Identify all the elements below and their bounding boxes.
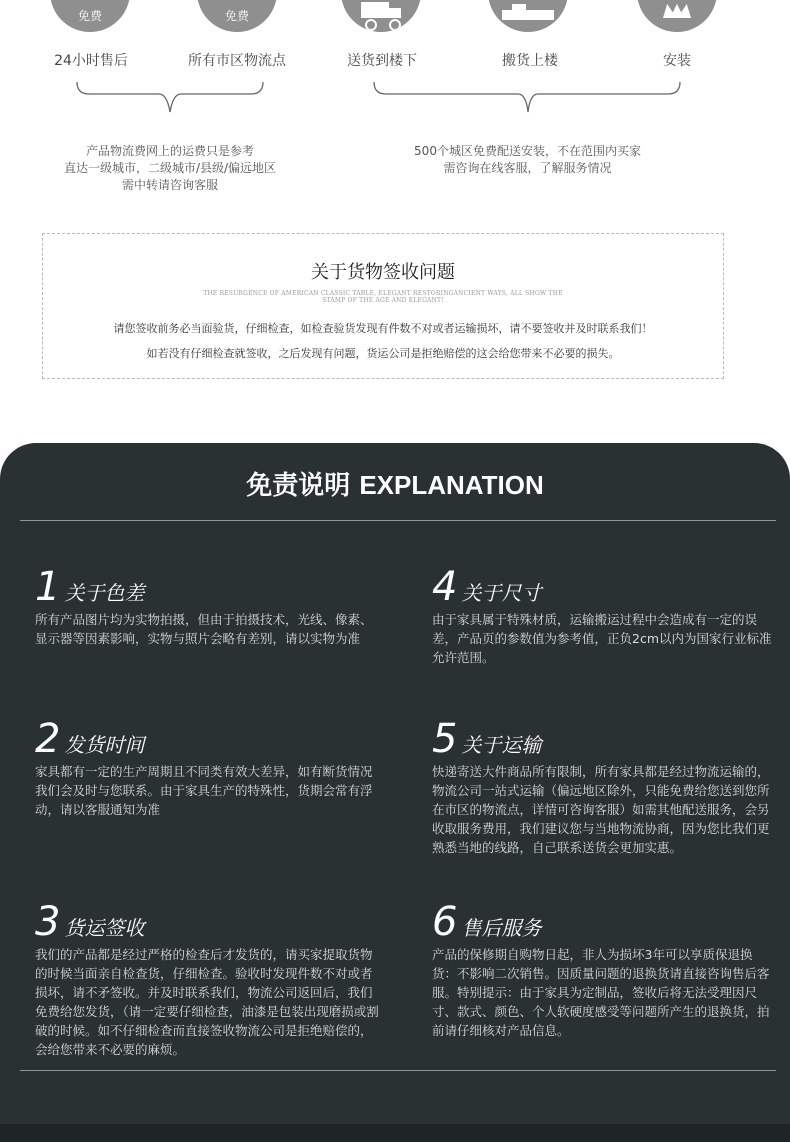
divider — [20, 520, 776, 521]
left-brace — [75, 80, 265, 116]
item-body: 快递寄送大件商品所有限制，所有家具都是经过物流运输的，物流公司一站式运输（偏远地区除外，只能免费给您送到您所在市区的物流点，详情可咨询客服）如需其他配送服务，会另收取服务费用，我们建议您与当地物流协商，因为您比我们更熟悉当地的线路，自己联系送货会更加实惠。 — [432, 764, 770, 855]
item-number: 2 — [35, 716, 61, 762]
top-section — [0, 0, 790, 440]
notice-title: 关于货物签收问题 — [311, 262, 455, 283]
explanation-title — [0, 465, 790, 502]
service-label-after-sales: 24小时售后 — [54, 53, 128, 69]
delivery-truck-icon — [341, 0, 421, 32]
item-body: 我们的产品都是经过严格的检查后才发货的，请买家提取货物的时候当面亲自检查货，仔细检查。验收时发现件数不对或者损坏，请不矛签收。并及时联系我们，物流公司返回后，我们免费给您发货，（请一定要仔细检查，油漆是包装出现磨损或割破的时候。如不仔细检查而直接签收物流公司是拒绝赔偿的，会给您带来不必要的麻烦。 — [35, 947, 379, 1057]
item-number: 3 — [35, 899, 61, 945]
service-label-upstairs: 搬货上楼 — [502, 53, 558, 69]
explanation-section — [0, 443, 790, 1142]
notice-line-1: 请您签收前务必当面验货，仔细检查，如检查验货发现有件数不对或者运输损坏，请不要签收并及时联系我们！ — [113, 322, 653, 335]
notice-subtitle: THE RESURGENCE OF AMERICAN CLASSIC TABLE, ELEGANT RESTORINGANCIENT WAYS, ALL SHOW THE STAMP OF THE AGE AND ELEGANT! — [203, 290, 563, 304]
item-body: 产品的保修期自购物日起，非人为损坏3年可以享质保退换货：不影响二次销售。因质量问题的退换货请直接咨询售后客服。特别提示：由于家具为定制品，签收后将无法受理因尺寸、款式、颜色、个人软硬度感受等问题所产生的退换货，拍前请仔细核对产品信息。 — [432, 947, 770, 1038]
service-label-install: 安装 — [663, 53, 691, 69]
notice-line-2: 如若没有仔细检查就签收，之后发现有问题，货运公司是拒绝赔偿的这会给您带来不必要的损失。 — [146, 347, 620, 360]
service-badge: 免费 — [77, 9, 102, 23]
item-body: 所有产品图片均为实物拍摄，但由于拍摄技术，光线、像素、显示器等因素影响，实物与照片会略有差别，请以实物为准 — [35, 612, 373, 646]
right-brace — [372, 80, 682, 116]
truck-ship-icon — [197, 0, 277, 32]
item-title: 发货时间 — [64, 733, 145, 757]
item-title: 关于尺寸 — [461, 581, 542, 605]
stairs-carry-icon — [488, 0, 568, 32]
explanation-title-cn: 免责说明 — [246, 471, 351, 501]
service-label-delivery: 送货到楼下 — [347, 53, 417, 69]
service-badge: 免费 — [224, 9, 249, 23]
signing-notice-box — [42, 233, 724, 379]
shipping-fee-note: 产品物流费网上的运费只是参考 直达一级城市，二级城市/县级/偏远地区 需中转请咨询客服 — [63, 144, 277, 192]
item-title: 关于色差 — [64, 581, 145, 605]
item-number: 5 — [432, 716, 458, 762]
free-install-note: 500个城区免费配送安装，不在范围内买家 需咨询在线客服，了解服务情况 — [414, 144, 641, 175]
item-body: 家具都有一定的生产周期且不同类有效大差异，如有断货情况我们会及时与您联系。由于家具生产的特殊性，货期会常有浮动，请以客服通知为准 — [35, 764, 373, 817]
bottom-bar — [0, 1124, 790, 1142]
item-title: 关于运输 — [461, 733, 542, 757]
divider — [20, 1070, 776, 1071]
phone-headset-icon — [50, 0, 130, 32]
item-title: 货运签收 — [64, 916, 145, 940]
item-number: 1 — [35, 564, 61, 610]
item-number: 6 — [432, 899, 458, 945]
install-gear-icon — [637, 0, 717, 32]
item-title: 售后服务 — [461, 916, 542, 940]
explanation-title-en: EXPLANATION — [359, 470, 544, 500]
item-body: 由于家具属于特殊材质，运输搬运过程中会造成有一定的误差，产品页的参数值为参考值，正负2cm以内为国家行业标准允许范围。 — [432, 612, 772, 665]
service-label-logistics: 所有市区物流点 — [188, 53, 286, 69]
item-number: 4 — [432, 564, 458, 610]
